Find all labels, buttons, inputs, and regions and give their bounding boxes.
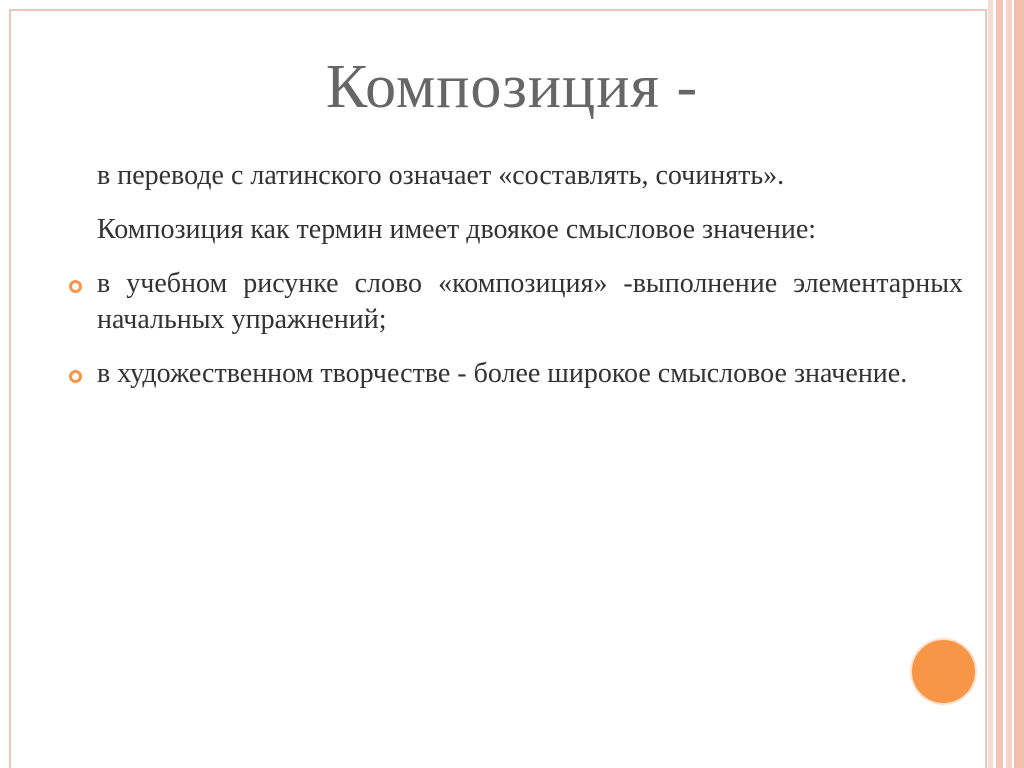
slide-title: Композиция -: [325, 53, 699, 121]
bullet-item-drawing: [97, 266, 963, 338]
bullet-text: в учебном рисунке слово «композиция» -выполнение элементарных начальных упражнений;: [97, 268, 963, 335]
bullet-circle-icon: [69, 280, 82, 293]
bullet-circle-icon: [69, 370, 82, 383]
paragraph-translation: [97, 158, 963, 194]
slide-body: [97, 158, 963, 410]
decorative-orange-circle: [912, 640, 975, 703]
paragraph-text: Композиция как термин имеет двоякое смысловое значение:: [97, 214, 817, 245]
paragraph-text: в переводе с латинского означает «составлять, сочинять».: [97, 160, 785, 191]
bullet-item-art: [97, 356, 963, 392]
paragraph-term-meaning: [97, 212, 963, 248]
bullet-text: в художественном творчестве - более широкое смысловое значение.: [97, 358, 908, 389]
